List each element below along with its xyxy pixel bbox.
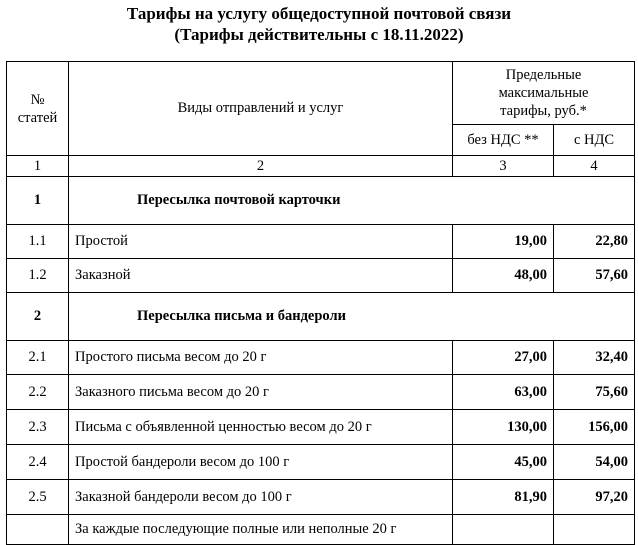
table-row [7, 341, 635, 375]
row-price-no-vat: 48,00 [453, 259, 554, 293]
row-price-vat: 54,00 [554, 445, 635, 480]
col-tariff-group-header: Предельные максимальные тарифы, руб.* [453, 62, 635, 125]
table-row [7, 480, 635, 515]
col-index-2: 2 [69, 156, 453, 177]
row-service: Простой [69, 225, 453, 259]
row-number: 2.5 [7, 480, 69, 515]
row-service: Простого письма весом до 20 г [69, 341, 453, 375]
section-title: Пересылка почтовой карточки [69, 177, 635, 225]
row-price-no-vat [453, 515, 554, 545]
col-vat-header: с НДС [554, 125, 635, 156]
row-price-vat: 57,60 [554, 259, 635, 293]
row-number: 1.1 [7, 225, 69, 259]
col-index-3: 3 [453, 156, 554, 177]
col-index-4: 4 [554, 156, 635, 177]
row-price-vat: 97,20 [554, 480, 635, 515]
title-line-2: (Тарифы действительны с 18.11.2022) [174, 25, 464, 44]
row-number: 2.4 [7, 445, 69, 480]
table-row [7, 515, 635, 545]
row-service: Письма с объявленной ценностью весом до 20 г [69, 410, 453, 445]
col-service-header: Виды отправлений и услуг [69, 62, 453, 156]
title-line-1: Тарифы на услугу общедоступной почтовой связи [126, 4, 512, 23]
section-row [7, 177, 635, 225]
row-number: 1.2 [7, 259, 69, 293]
row-price-vat: 156,00 [554, 410, 635, 445]
section-row [7, 293, 635, 341]
row-service: Заказной бандероли весом до 100 г [69, 480, 453, 515]
row-service: Простой бандероли весом до 100 г [69, 445, 453, 480]
table-row [7, 375, 635, 410]
row-service: Заказного письма весом до 20 г [69, 375, 453, 410]
col-index-1: 1 [7, 156, 69, 177]
row-price-vat: 22,80 [554, 225, 635, 259]
table-row [7, 225, 635, 259]
row-price-vat: 75,60 [554, 375, 635, 410]
row-price-no-vat: 81,90 [453, 480, 554, 515]
table-row [7, 445, 635, 480]
header-row-1 [7, 62, 635, 125]
row-service: За каждые последующие полные или неполные 20 г [69, 515, 453, 545]
row-price-no-vat: 63,00 [453, 375, 554, 410]
row-price-no-vat: 19,00 [453, 225, 554, 259]
row-number: 2.1 [7, 341, 69, 375]
section-title: Пересылка письма и бандероли [69, 293, 635, 341]
row-number [7, 515, 69, 545]
row-service: Заказной [69, 259, 453, 293]
row-price-no-vat: 27,00 [453, 341, 554, 375]
row-price-no-vat: 130,00 [453, 410, 554, 445]
section-number: 2 [7, 293, 69, 341]
row-price-vat [554, 515, 635, 545]
row-price-vat: 32,40 [554, 341, 635, 375]
tariff-table [6, 61, 635, 545]
document-title [0, 3, 638, 45]
section-number: 1 [7, 177, 69, 225]
table-row [7, 259, 635, 293]
col-num-header: № статей [7, 62, 69, 156]
row-price-no-vat: 45,00 [453, 445, 554, 480]
table-row [7, 410, 635, 445]
col-no-vat-header: без НДС ** [453, 125, 554, 156]
column-index-row [7, 156, 635, 177]
row-number: 2.3 [7, 410, 69, 445]
row-number: 2.2 [7, 375, 69, 410]
